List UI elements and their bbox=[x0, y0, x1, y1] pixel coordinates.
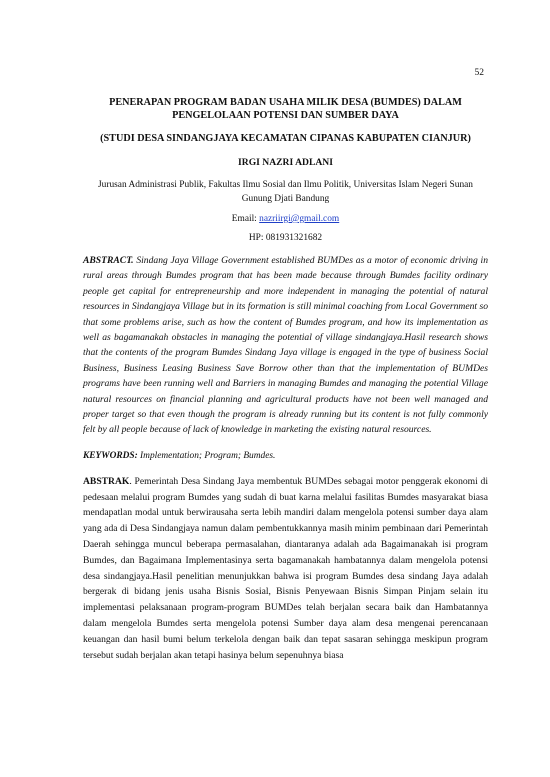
phone-line: HP: 081931321682 bbox=[248, 233, 323, 243]
abstract-english bbox=[83, 253, 488, 438]
page-number: 52 bbox=[474, 68, 484, 78]
abstract-english-text: Sindang Jaya Village Government established BUMDes as a motor of economic driving in rural areas through Bumdes program that has been made because through Bumdes facility ordinary people get capital for entrepreneurship and more independent in managing the potential of natural resources in Sindangjaya Village but in its formation is still minimal coaching from Local Government so that some problems arise, such as how the content of Bumdes program, and how its implementation as well as bagamanakah obstacles in managing the potential of village sindangjaya.Hasil research shows that the contents of the program Bumdes Sindang Jaya village is engaged in the type of business Social Business, Business Leasing Business Save Borrow other than that the implementation of BUMDes programs have been running well and Barriers in managing Bumdes and managing the potential Village natural resources on financial planning and agricultural products have not been well managed and proper target so that even though the program is already running but its content is not fully commonly felt by all people because of lack of knowledge in marketing the existing natural resources. bbox=[83, 255, 488, 436]
keywords-heading: KEYWORDS: bbox=[83, 450, 138, 461]
abstract-english-heading: ABSTRACT. bbox=[83, 255, 134, 266]
paper-content bbox=[83, 96, 488, 663]
abstract-indonesian-heading: ABSTRAK bbox=[83, 475, 130, 487]
abstract-indonesian-text: . Pemerintah Desa Sindang Jaya membentuk BUMDes sebagai motor penggerak ekonomi di pedesaan melalui program Bumdes yang sudah di buat karna melalui fasilitas Bumdes masyarakat biasa mendapatlan modal untuk berwirausaha serta lebih mandiri dalam mengelola potensi sumber daya alam yang ada di Desa Sindangjaya namun dalam pembentukkannya masih minim pembinaan dari Pemerintah Daerah sehingga muncul beberapa permasalahan, diantaranya adalah ada Bagaimanakah isi program Bumdes, dan Bagaimana Implementasinya serta bagamanakah hambatannya dalam mengelola potensi desa sindangjaya.Hasil penelitian menunjukkan bahwa isi program Bumdes desa sindang Jaya adalah bergerak di bidang jenis usaha Bisnis Sosial, Bisnis Penyewaan Bisnis Simpan Pinjam selain itu implementasi pelaksanaan program-program BUMDes telah berjalan secara baik dan Hambatannya dalam mengelola Bumdes serta mengelola potensi Sumber daya alam desa mengenai perencanaan keuangan dan hasil bumi belum terkelola dengan baik dan tepat sasaran sehingga meskipun program tersebut sudah berjalan akan tetapi hasinya belum sepenuhnya biasa bbox=[83, 475, 488, 661]
paper-title: PENERAPAN PROGRAM BADAN USAHA MILIK DESA (BUMDES) DALAM PENGELOLAAN POTENSI DAN SUMBER DAYA bbox=[109, 97, 462, 121]
author-name: IRGI NAZRI ADLANI bbox=[238, 157, 333, 168]
keywords-text: Implementation; Program; Bumdes. bbox=[137, 450, 276, 461]
paper-subtitle: (STUDI DESA SINDANGJAYA KECAMATAN CIPANAS KABUPATEN CIANJUR) bbox=[100, 133, 471, 144]
email-label: Email: bbox=[231, 214, 260, 224]
email-link[interactable]: nazriirgi@gmail.com bbox=[259, 214, 340, 224]
abstract-indonesian bbox=[83, 474, 488, 664]
author-affiliation: Jurusan Administrasi Publik, Fakultas Ilmu Sosial dan Ilmu Politik, Universitas Islam Negeri Sunan Gunung Djati Bandung bbox=[98, 180, 473, 204]
email-line bbox=[83, 214, 488, 224]
keywords bbox=[83, 451, 488, 461]
